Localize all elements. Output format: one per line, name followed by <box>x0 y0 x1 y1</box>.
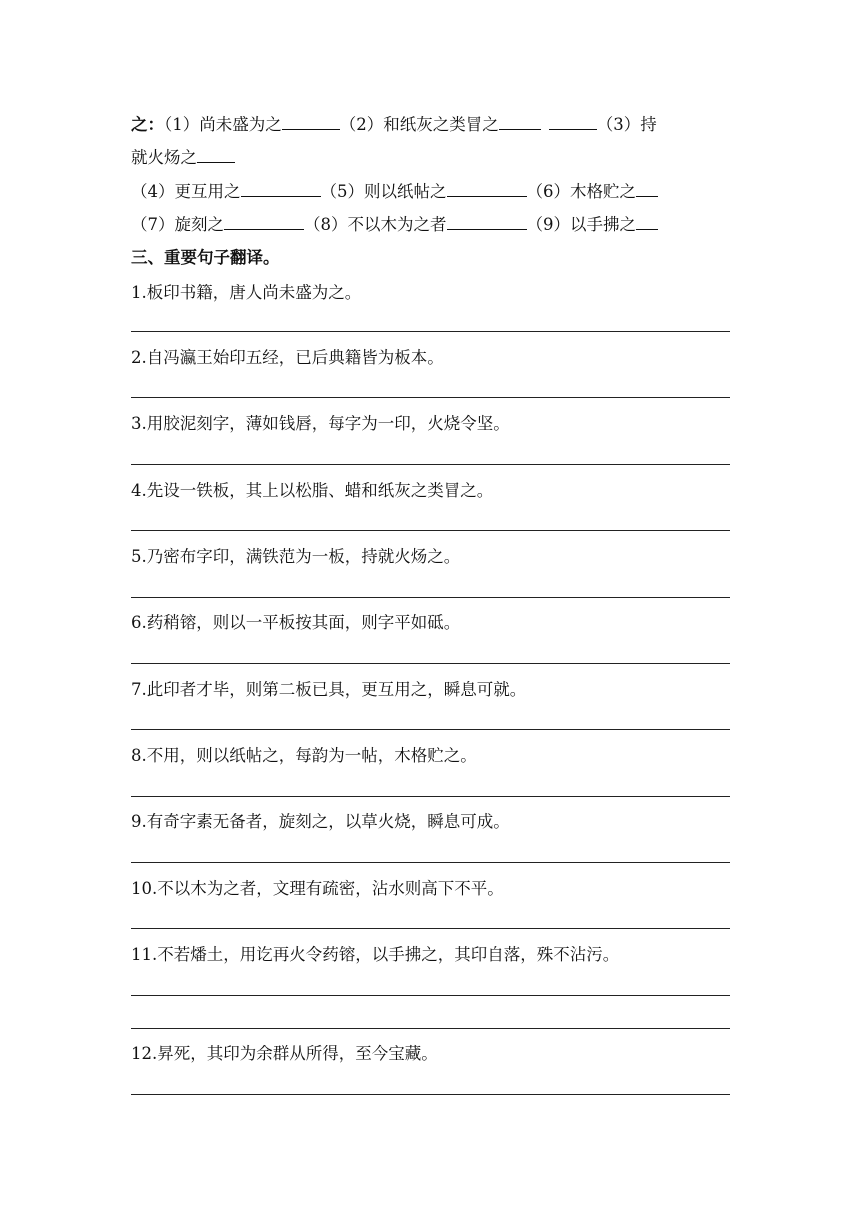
answer-line-5[interactable] <box>131 597 730 598</box>
answer-line-12[interactable] <box>131 1094 730 1095</box>
answer-blank-9[interactable] <box>636 213 658 230</box>
answer-blank-2a[interactable] <box>499 113 541 130</box>
sentence-5: 5.乃密布字印，满铁范为一板，持就火炀之。 <box>131 547 461 566</box>
answer-line-4[interactable] <box>131 530 730 531</box>
sentence-12: 12.昇死，其印为余群从所得，至今宝藏。 <box>131 1044 438 1063</box>
answer-line-9[interactable] <box>131 862 730 863</box>
sentence-10: 10.不以木为之者，文理有疏密，沾水则高下不平。 <box>131 879 504 898</box>
sentence-4: 4.先设一铁板，其上以松脂、蜡和纸灰之类冒之。 <box>131 481 494 500</box>
zhi-item-3: （3）持 <box>596 115 657 134</box>
zhi-item-8: （8）不以木为之者 <box>304 215 447 234</box>
answer-blank-8[interactable] <box>447 213 527 230</box>
zhi-usage-line-3 <box>131 180 731 204</box>
answer-blank-5[interactable] <box>447 180 527 197</box>
sentence-11: 11.不若燔土，用讫再火令药镕，以手拂之，其印自落，殊不沾污。 <box>131 945 620 964</box>
answer-line-1[interactable] <box>131 331 730 332</box>
answer-line-6[interactable] <box>131 663 730 664</box>
zhi-usage-line-4 <box>131 213 731 237</box>
answer-blank-6[interactable] <box>636 180 658 197</box>
sentence-7: 7.此印者才毕，则第二板已具，更互用之，瞬息可就。 <box>131 680 527 699</box>
sentence-9: 9.有奇字素无备者，旋刻之，以草火烧，瞬息可成。 <box>131 812 510 831</box>
sentence-6: 6.药稍镕，则以一平板按其面，则字平如砥。 <box>131 613 461 632</box>
zhi-item-5: （5）则以纸帖之 <box>320 182 447 201</box>
answer-line-2[interactable] <box>131 397 730 398</box>
zhi-usage-line-2 <box>131 146 731 170</box>
section-three-heading: 三、重要句子翻译。 <box>131 248 280 267</box>
answer-line-7[interactable] <box>131 729 730 730</box>
answer-line-10[interactable] <box>131 928 730 929</box>
answer-blank-1[interactable] <box>282 113 340 130</box>
sentence-1: 1.板印书籍，唐人尚未盛为之。 <box>131 283 362 302</box>
zhi-label: 之： <box>131 115 164 134</box>
zhi-item-4: （4）更互用之 <box>131 182 241 201</box>
answer-line-11a[interactable] <box>131 995 730 996</box>
answer-line-11b[interactable] <box>131 1028 730 1029</box>
answer-blank-7[interactable] <box>224 213 304 230</box>
zhi-item-7: （7）旋刻之 <box>131 215 224 234</box>
zhi-item-2: （2）和纸灰之类冒之 <box>339 115 499 134</box>
answer-blank-2b[interactable] <box>549 113 597 130</box>
answer-blank-3[interactable] <box>197 146 235 163</box>
answer-line-3[interactable] <box>131 464 730 465</box>
sentence-3: 3.用胶泥刻字，薄如钱唇，每字为一印，火烧令坚。 <box>131 414 510 433</box>
zhi-usage-line-1 <box>131 113 731 137</box>
zhi-item-9: （9）以手拂之 <box>526 215 636 234</box>
answer-blank-4[interactable] <box>241 180 321 197</box>
zhi-item-1: （1）尚未盛为之 <box>164 115 282 134</box>
sentence-2: 2.自冯瀛王始印五经，已后典籍皆为板本。 <box>131 348 444 367</box>
sentence-8: 8.不用，则以纸帖之，每韵为一帖，木格贮之。 <box>131 746 477 765</box>
answer-line-8[interactable] <box>131 796 730 797</box>
zhi-item-6: （6）木格贮之 <box>526 182 636 201</box>
zhi-item-3-cont: 就火炀之 <box>131 148 197 167</box>
